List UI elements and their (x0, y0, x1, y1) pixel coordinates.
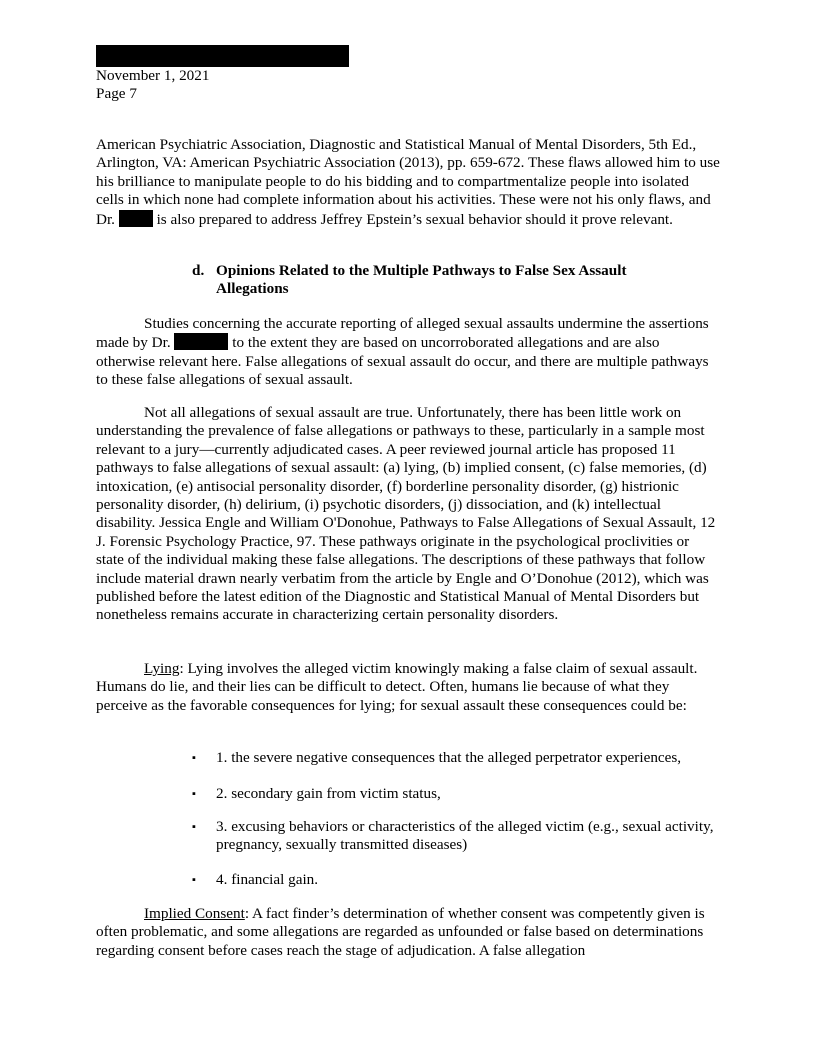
paragraph-1 (96, 136, 720, 229)
paragraph-4 (96, 660, 720, 715)
bullet-icon: ▪ (192, 874, 196, 886)
list-item-text: 2. secondary gain from victim status, (216, 785, 441, 802)
paragraph-2 (96, 315, 720, 390)
redaction-bar (96, 45, 349, 67)
bullet-icon: ▪ (192, 821, 196, 833)
header-date: November 1, 2021 (96, 67, 210, 84)
lying-term: Lying (144, 660, 180, 677)
list-item-text: 1. the severe negative consequences that the alleged perpetrator experiences, (216, 749, 682, 766)
page-header (96, 67, 716, 104)
section-heading-label: d. (192, 262, 205, 279)
section-heading-title: Opinions Related to the Multiple Pathways to False Sex Assault Allegations (216, 262, 627, 298)
bullet-icon: ▪ (192, 752, 196, 764)
paragraph-3-text: Not all allegations of sexual assault are true. Unfortunately, there has been little work on understanding the prevalence of false allegations or pathways to these, particularly in a sample most relevant to a jury—currently adjudicated cases. A peer reviewed journal article has proposed 11 pathways to false allegations of sexual assault: (a) lying, (b) implied consent, (c) false memories, (d) intoxication, (e) antisocial personality disorder, (f) borderline personality disorder, (g) histrionic personality disorder, (h) delirium, (i) psychotic disorders, (j) dissociation, and (k) intellectual disability. Jessica Engle and William O'Donohue, Pathways to False Allegations of Sexual Assault, 12 J. Forensic Psychology Practice, 97. These pathways originate in the psychological proclivities or state of the individual making these false allegations. The descriptions of these pathways that follow include material drawn nearly verbatim from the article by Engle and O’Donohue (2012), which was published before the latest edition of the Diagnostic and Statistical Manual of Mental Disorders but nonetheless remains accurate in characterizing certain personality disorders. (96, 404, 716, 624)
paragraph-4-text: : Lying involves the alleged victim knowingly making a false claim of sexual assault. Humans do lie, and their lies can be difficult to detect. Often, humans lie because of what they perceive as the favorable consequences for lying; for sexual assault these consequences could be: (96, 660, 698, 714)
redaction-name (119, 210, 153, 227)
paragraph-1-text-a: American Psychiatric Association, Diagnostic and Statistical Manual of Mental Disorders, 5th Ed., Arlington, VA: American Psychiatric Association (2013), pp. 659-672. These flaws allowed him to use his brilliance to manipulate people to do his bidding and to compartmentalize people into isolated cells in which none had complete information about his activities. These were not his only flaws, and Dr. (96, 136, 720, 228)
paragraph-2-text-a: Studies concerning the accurate reporting of alleged sexual assaults undermine the assertions made by Dr. (96, 315, 709, 352)
redaction-name (174, 333, 228, 350)
paragraph-5 (96, 905, 720, 960)
paragraph-5-text: : A fact finder’s determination of whether consent was competently given is often problematic, and some allegations are regarded as unfounded or false based on determinations regarding consent before cases reach the stage of adjudication. A false allegation (96, 905, 705, 959)
paragraph-2-text-b: to the extent they are based on uncorroborated allegations and are also otherwise relevant here. False allegations of sexual assault do occur, and there are multiple pathways to these false allegations of sexual assault. (96, 334, 709, 389)
paragraph-1-text-b: is also prepared to address Jeffrey Epstein’s sexual behavior should it prove relevant. (156, 210, 673, 228)
paragraph-3 (96, 404, 720, 625)
bullet-icon: ▪ (192, 788, 196, 800)
list-item-text: 3. excusing behaviors or characteristics of the alleged victim (e.g., sexual activity, pregnancy, sexually transmitted diseases) (216, 818, 714, 854)
list-item-text: 4. financial gain. (216, 871, 319, 888)
header-page-number: Page 7 (96, 85, 137, 103)
implied-consent-term: Implied Consent (144, 905, 245, 922)
